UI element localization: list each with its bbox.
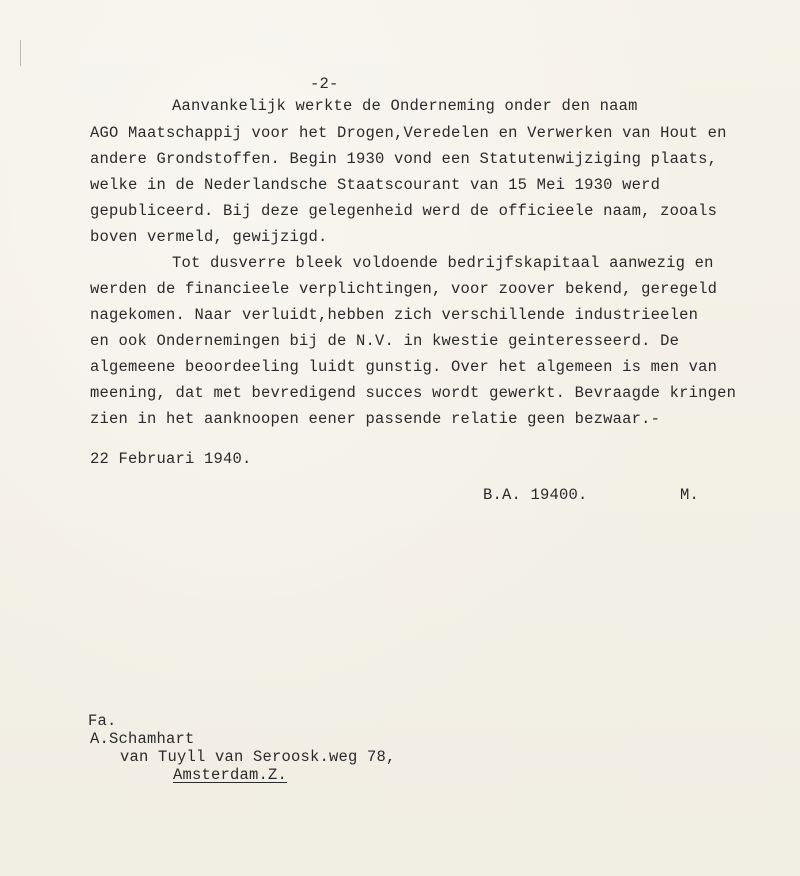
edge-mark	[20, 40, 21, 66]
page-number: -2-	[310, 75, 339, 93]
paragraph-1-line-6: boven vermeld, gewijzigd.	[90, 228, 328, 246]
paragraph-1-line-4: welke in de Nederlandsche Staatscourant van 15 Mei 1930 werd	[90, 176, 661, 194]
paragraph-1-line-1: Aanvankelijk werkte de Onderneming onder den naam	[172, 97, 638, 115]
initial: M.	[680, 486, 700, 504]
paragraph-2-line-3: nagekomen. Naar verluidt,hebben zich verschillende industrieelen	[90, 306, 699, 324]
paragraph-1-line-3: andere Grondstoffen. Begin 1930 vond een Statutenwijziging plaats,	[90, 150, 718, 168]
address-name: A.Schamhart	[90, 730, 195, 748]
paragraph-2-line-5: algemeene beoordeeling luidt gunstig. Over het algemeen is men van	[90, 358, 718, 376]
reference-number: B.A. 19400.	[483, 486, 588, 504]
address-street: van Tuyll van Seroosk.weg 78,	[120, 748, 396, 766]
paragraph-2-line-1: Tot dusverre bleek voldoende bedrijfskapitaal aanwezig en	[172, 254, 714, 272]
document-date: 22 Februari 1940.	[90, 450, 252, 468]
paragraph-1-line-2: AGO Maatschappij voor het Drogen,Veredelen en Verwerken van Hout en	[90, 124, 727, 142]
address-city: Amsterdam.Z.	[173, 766, 288, 784]
address-firm-prefix: Fa.	[88, 712, 117, 730]
paragraph-1-line-5: gepubliceerd. Bij deze gelegenheid werd de officieele naam, zooals	[90, 202, 718, 220]
paragraph-2-line-2: werden de financieele verplichtingen, voor zoover bekend, geregeld	[90, 280, 718, 298]
paragraph-2-line-4: en ook Ondernemingen bij de N.V. in kwestie geinteresseerd. De	[90, 332, 680, 350]
paragraph-2-line-7: zien in het aanknoopen eener passende relatie geen bezwaar.-	[90, 410, 661, 428]
paragraph-2-line-6: meening, dat met bevredigend succes wordt gewerkt. Bevraagde kringen	[90, 384, 737, 402]
